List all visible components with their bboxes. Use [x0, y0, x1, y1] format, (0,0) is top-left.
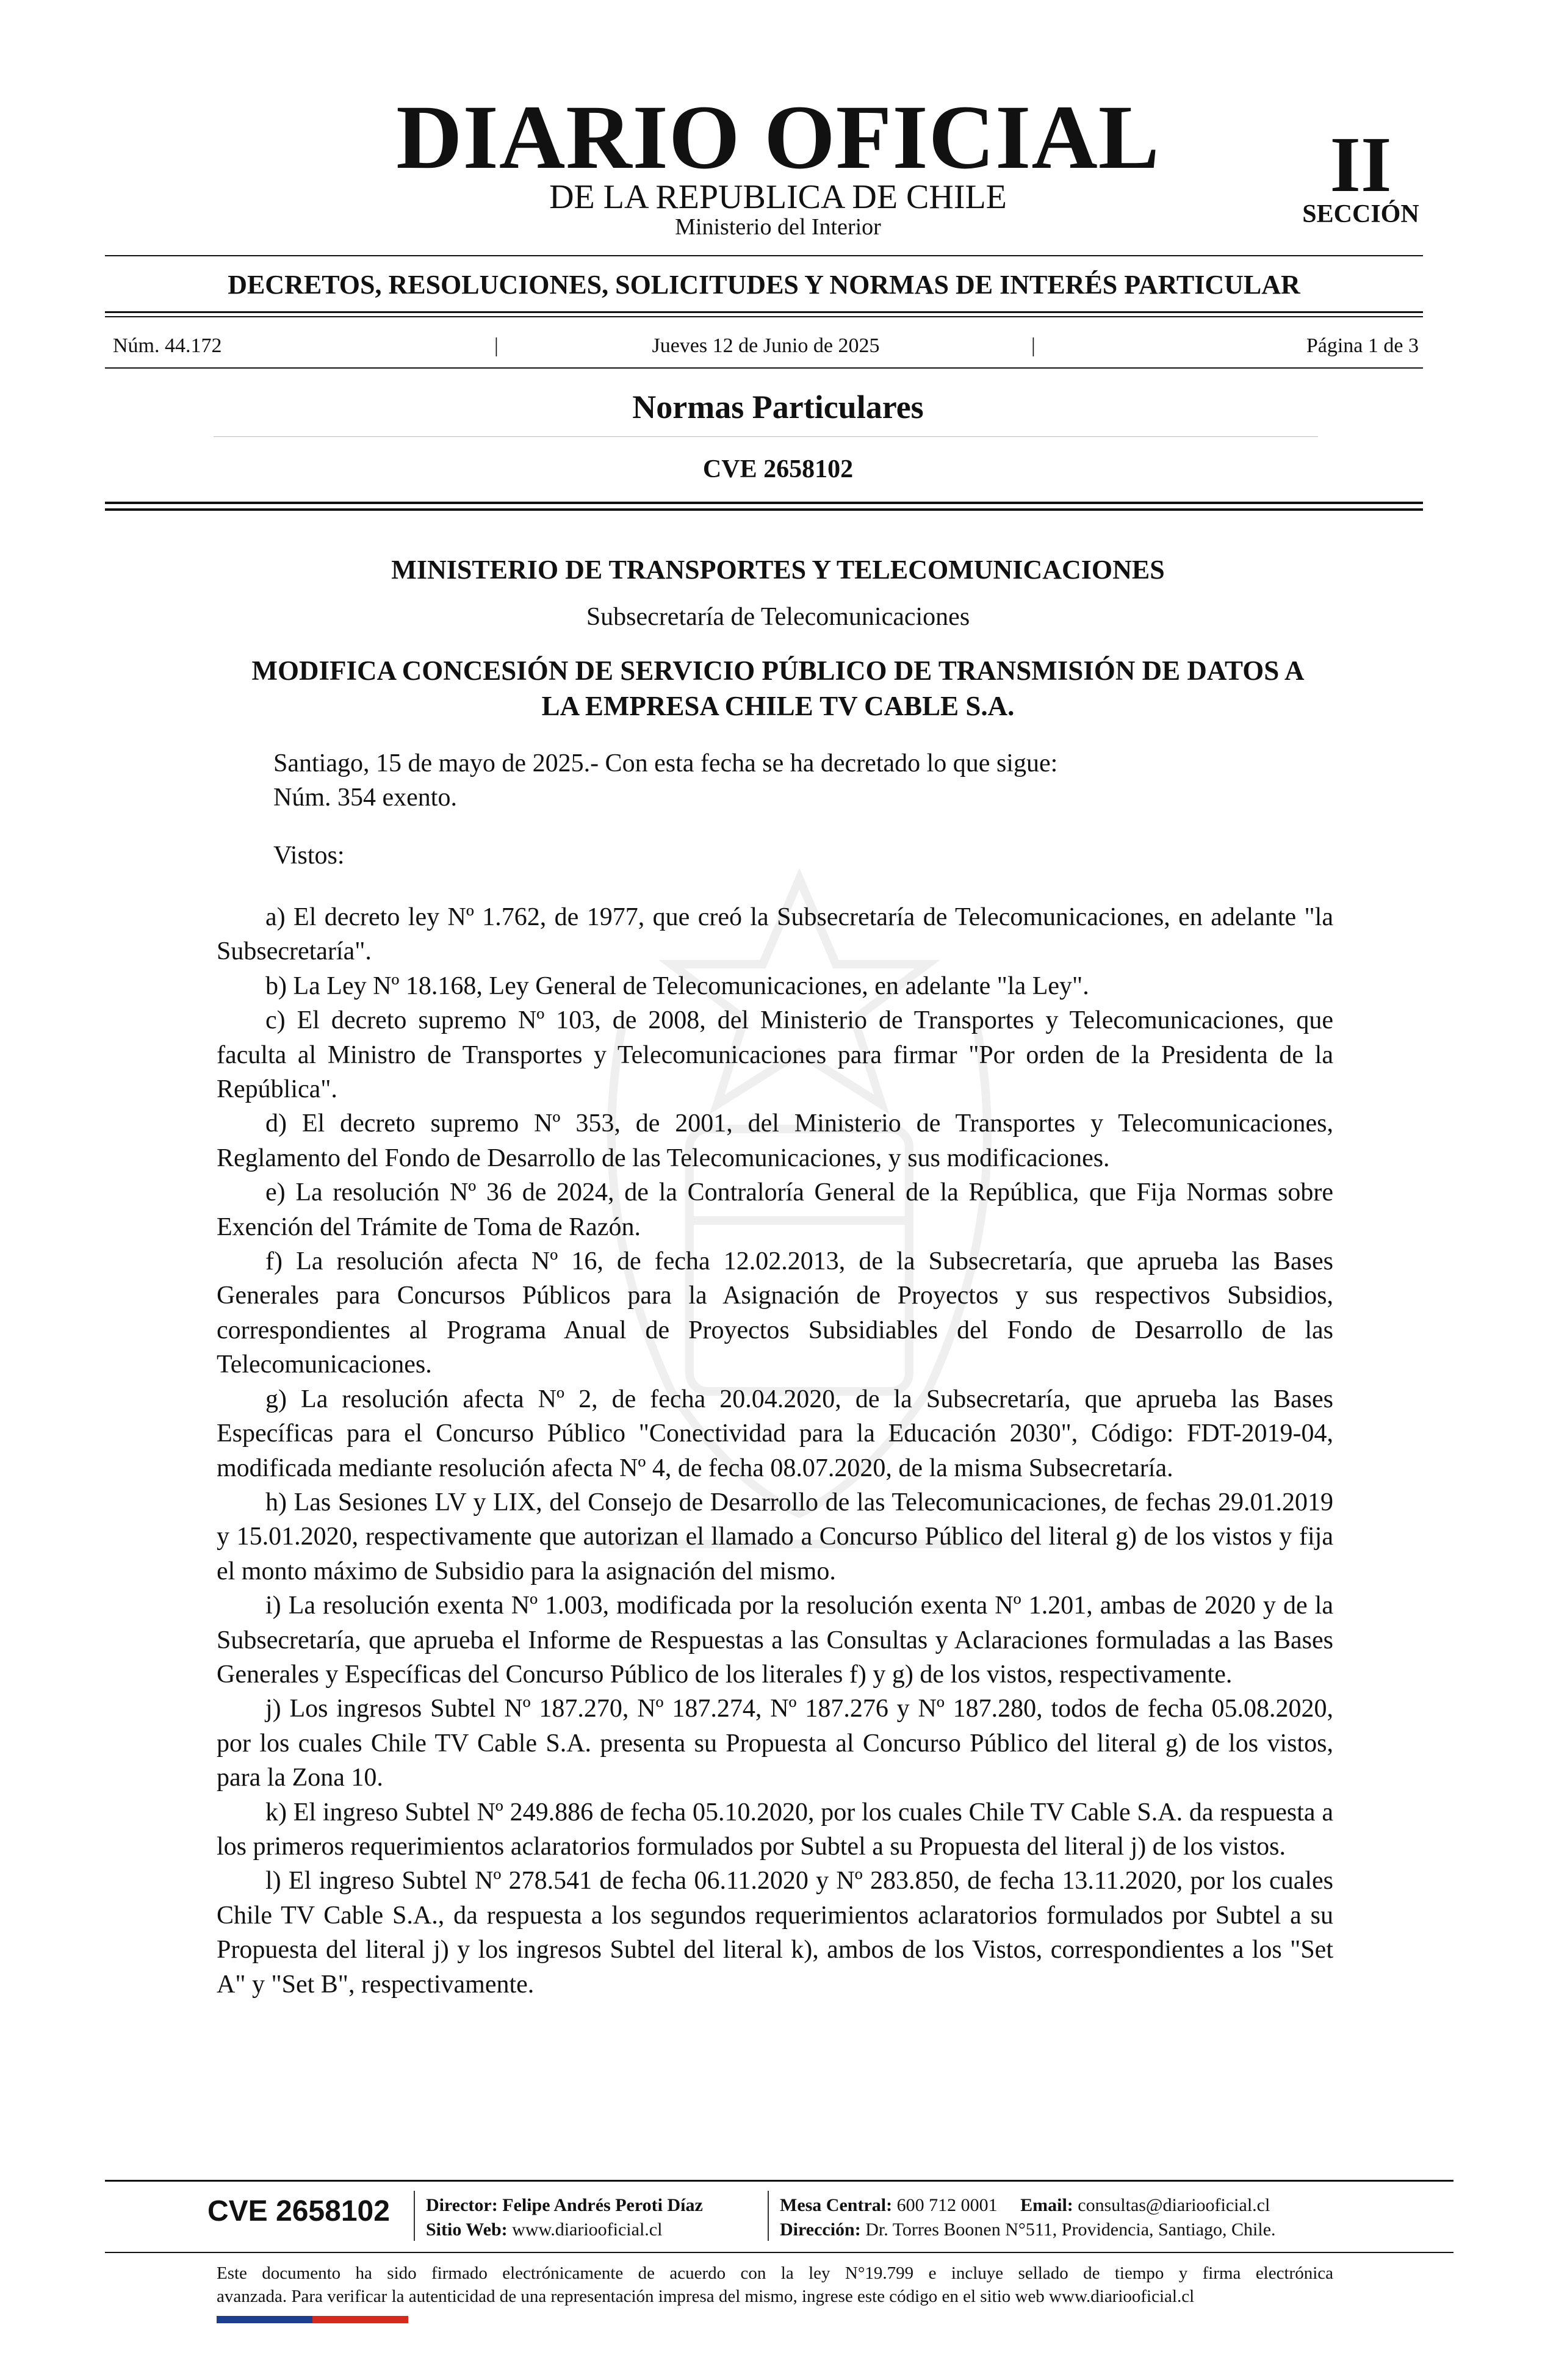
footer-director-block	[426, 2193, 703, 2242]
phone-label: Mesa Central:	[780, 2195, 893, 2215]
norms-heading: Normas Particulares	[632, 389, 924, 425]
issue-rule	[105, 367, 1423, 369]
decree-intro	[273, 746, 1372, 815]
director-name: Felipe Andrés Peroti Díaz	[502, 2195, 703, 2215]
footer-divider	[768, 2191, 769, 2241]
vistos-item: j) Los ingresos Subtel Nº 187.270, Nº 187.274, Nº 187.276 y Nº 187.280, todos de fecha 05.08.2020, por los cuales Chile TV Cable S.A. presenta su Propuesta al Concurso Público del literal g) de los vistos, para la Zona 10.	[217, 1695, 1333, 1792]
issue-page: Página 1 de 3	[1306, 334, 1419, 357]
masthead-rule	[105, 255, 1423, 256]
address-value: Dr. Torres Boonen N°511, Providencia, Santiago, Chile.	[865, 2220, 1276, 2240]
website-label: Sitio Web:	[426, 2220, 508, 2240]
category-heading: DECRETOS, RESOLUCIONES, SOLICITUDES Y NORMAS DE INTERÉS PARTICULAR	[228, 270, 1300, 300]
decree-title	[207, 653, 1349, 724]
category-rule-bottom	[105, 316, 1423, 317]
flag-blue-band	[217, 2316, 312, 2323]
masthead-title: DIARIO OFICIAL	[396, 87, 1160, 188]
legal-line: Este documento ha sido firmado electrónicamente de acuerdo con la ley N°19.799 e incluye sellado de tiempo y firma electrónica	[217, 2263, 1333, 2283]
vistos-item: d) El decreto supremo Nº 353, de 2001, del Ministerio de Transportes y Telecomunicaciones, Reglamento del Fondo de Desarrollo de las Telecomunicaciones, y sus modificaciones.	[217, 1109, 1333, 1172]
vistos-item: b) La Ley Nº 18.168, Ley General de Telecomunicaciones, en adelante "la Ley".	[265, 972, 1089, 1000]
vistos-label: Vistos:	[273, 842, 345, 870]
issue-row	[113, 336, 1419, 360]
cve-code: CVE 2658102	[702, 455, 854, 483]
email-link[interactable]: consultas@diariooficial.cl	[1078, 2195, 1270, 2215]
footer-contact-block	[780, 2193, 1276, 2242]
header-rule-2	[105, 508, 1423, 511]
vistos-item: f) La resolución afecta Nº 16, de fecha 12.02.2013, de la Subsecretaría, que aprueba las Bases Generales para Concursos Públicos para la Asignación de Proyectos y sus respectivos Subsidios, correspondientes al Programa Anual de Proyectos Subsidiables del Fondo de Desarrollo de las Telecomunicaciones.	[217, 1247, 1333, 1379]
vistos-item: e) La resolución Nº 36 de 2024, de la Contraloría General de la República, que Fija Normas sobre Exención del Trámite de Toma de Razón.	[217, 1178, 1333, 1241]
section-label: SECCIÓN	[1302, 200, 1419, 228]
footer-divider	[414, 2191, 415, 2241]
website-link[interactable]: www.diariooficial.cl	[512, 2220, 663, 2240]
masthead-subtitle: DE LA REPUBLICA DE CHILE	[549, 178, 1007, 216]
vistos-item: c) El decreto supremo Nº 103, de 2008, del Ministerio de Transportes y Telecomunicaciones, que faculta al Ministro de Transportes y Telecomunicaciones para firmar "Por orden de la Presidenta de la República".	[217, 1006, 1333, 1104]
decree-title-line: MODIFICA CONCESIÓN DE SERVICIO PÚBLICO DE TRANSMISIÓN DE DATOS A	[251, 655, 1305, 686]
phone-number: 600 712 0001	[896, 2195, 998, 2215]
vistos-item: h) Las Sesiones LV y LIX, del Consejo de Desarrollo de las Telecomunicaciones, de fechas 29.01.2019 y 15.01.2020, respectivamente que autorizan el llamado a Concurso Público del literal g) de los vistos y fija el monto máximo de Subsidio para la asignación del mismo.	[217, 1488, 1333, 1585]
masthead-ministry: Ministerio del Interior	[675, 214, 881, 240]
issue-number: Núm. 44.172	[113, 334, 222, 357]
chile-flag-strip	[217, 2316, 408, 2323]
footer-rule	[105, 2252, 1453, 2253]
header-rule-1	[105, 502, 1423, 504]
intro-line: Núm. 354 exento.	[273, 784, 457, 812]
legal-notice	[217, 2262, 1333, 2308]
decree-title-line: LA EMPRESA CHILE TV CABLE S.A.	[541, 691, 1015, 721]
vistos-item: a) El decreto ley Nº 1.762, de 1977, que creó la Subsecretaría de Telecomunicaciones, en adelante "la Subsecretaría".	[217, 903, 1333, 966]
issue-separator: |	[494, 334, 499, 357]
footer-cve-code: CVE 2658102	[207, 2195, 390, 2227]
legal-line: avanzada. Para verificar la autenticidad de una representación impresa del mismo, ingrese este código en el sitio web www.diariooficial.cl	[217, 2287, 1195, 2306]
flag-red-band	[312, 2316, 408, 2323]
vistos-item: g) La resolución afecta Nº 2, de fecha 20.04.2020, de la Subsecretaría, que aprueba las Bases Específicas para el Concurso Público "Conectividad para la Educación 2030", Código: FDT-2019-04, modificada mediante resolución afecta Nº 4, de fecha 08.07.2020, de la misma Subsecretaría.	[217, 1385, 1333, 1482]
section-numeral: II	[1330, 121, 1392, 209]
norms-divider	[214, 436, 1318, 437]
vistos-item: i) La resolución exenta Nº 1.003, modificada por la resolución exenta Nº 1.201, ambas de 2020 y de la Subsecretaría, que aprueba el Informe de Respuestas a las Consultas y Aclaraciones formuladas a las Bases Generales y Específicas del Concurso Público de los literales f) y g) de los vistos, respectivamente.	[217, 1592, 1333, 1689]
vistos-item: l) El ingreso Subtel Nº 278.541 de fecha 06.11.2020 y Nº 283.850, de fecha 13.11.2020, por los cuales Chile TV Cable S.A., da respuesta a los segundos requerimientos aclaratorios formulados por Subtel a su Propuesta del literal j) y los ingresos Subtel del literal k), ambos de los Vistos, correspondientes a los "Set A" y "Set B", respectivamente.	[217, 1867, 1333, 1999]
ministry-title: MINISTERIO DE TRANSPORTES Y TELECOMUNICACIONES	[391, 555, 1165, 585]
vistos-item: k) El ingreso Subtel Nº 249.886 de fecha 05.10.2020, por los cuales Chile TV Cable S.A. da respuesta a los primeros requerimientos aclaratorios formulados por Subtel a su Propuesta del literal j) de los vistos.	[217, 1798, 1333, 1861]
subsecretary: Subsecretaría de Telecomunicaciones	[586, 603, 970, 631]
email-label: Email:	[1020, 2195, 1073, 2215]
issue-date: Jueves 12 de Junio de 2025	[652, 334, 880, 357]
intro-line: Santiago, 15 de mayo de 2025.- Con esta fecha se ha decretado lo que sigue:	[273, 749, 1058, 777]
address-label: Dirección:	[780, 2220, 861, 2240]
category-rule-top	[105, 311, 1423, 313]
vistos-list	[217, 900, 1333, 2002]
issue-separator: |	[1031, 334, 1036, 357]
footer-rule	[105, 2180, 1453, 2182]
director-label: Director:	[426, 2195, 498, 2215]
